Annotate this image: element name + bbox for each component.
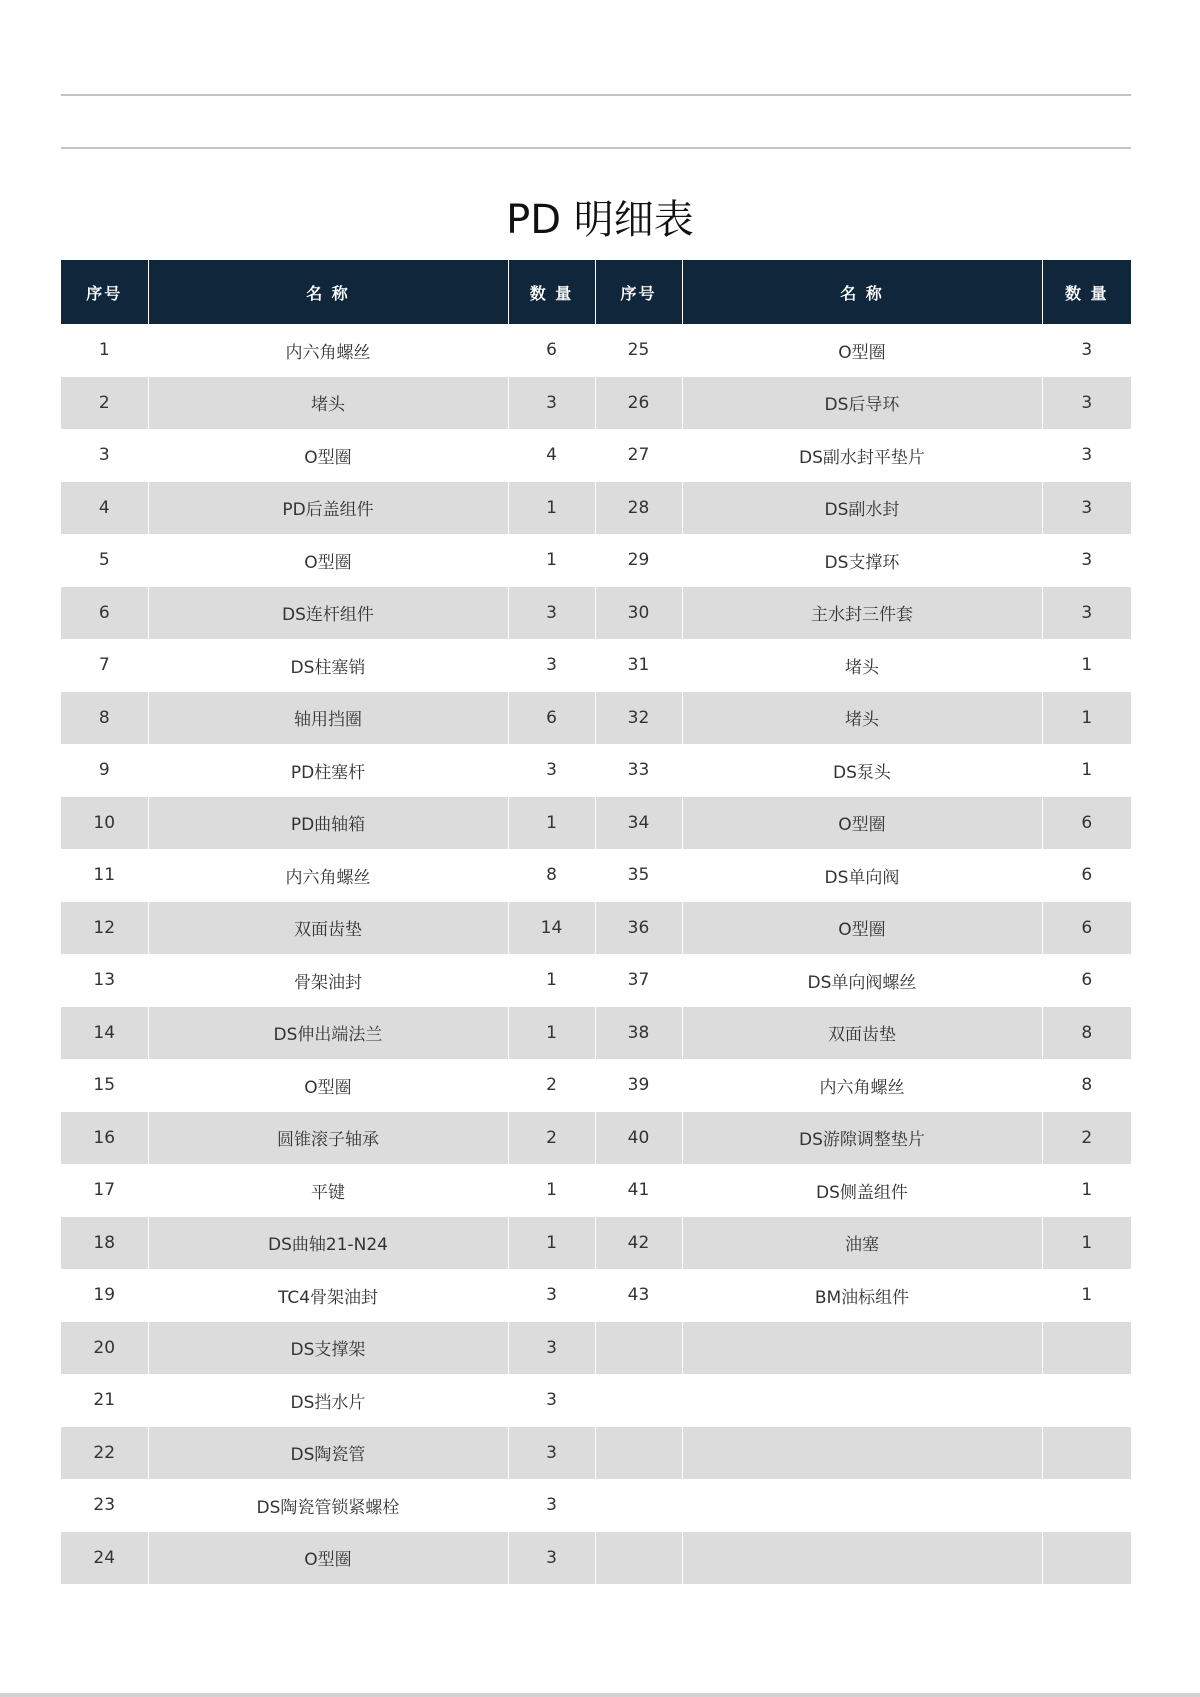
table-row (61, 587, 1131, 640)
header-qty-left: 数 量 (508, 260, 595, 324)
cell-index-right: 31 (595, 639, 682, 692)
table-row (61, 1164, 1131, 1217)
cell-qty-left: 3 (508, 1269, 595, 1322)
cell-index-left: 7 (61, 639, 148, 692)
cell-name-right: DS单向阀 (682, 849, 1042, 902)
cell-name-left: DS挡水片 (148, 1374, 508, 1427)
cell-index-left: 9 (61, 744, 148, 797)
cell-index-right (595, 1374, 682, 1427)
cell-index-left: 12 (61, 902, 148, 955)
cell-index-left: 14 (61, 1007, 148, 1060)
cell-qty-left: 3 (508, 744, 595, 797)
cell-index-left: 4 (61, 482, 148, 535)
cell-qty-left: 3 (508, 377, 595, 430)
cell-qty-left: 3 (508, 639, 595, 692)
cell-name-right: 双面齿垫 (682, 1007, 1042, 1060)
cell-name-left: DS柱塞销 (148, 639, 508, 692)
cell-qty-left: 1 (508, 482, 595, 535)
cell-name-left: 骨架油封 (148, 954, 508, 1007)
cell-qty-right: 8 (1042, 1059, 1131, 1112)
cell-name-left: 堵头 (148, 377, 508, 430)
cell-name-left: O型圈 (148, 534, 508, 587)
cell-index-left: 5 (61, 534, 148, 587)
table-row (61, 1007, 1131, 1060)
cell-name-right (682, 1374, 1042, 1427)
cell-index-left: 21 (61, 1374, 148, 1427)
cell-name-left: 内六角螺丝 (148, 849, 508, 902)
table-row (61, 954, 1131, 1007)
second-rule (61, 147, 1131, 149)
cell-qty-left: 3 (508, 1532, 595, 1585)
cell-name-left: 圆锥滚子轴承 (148, 1112, 508, 1165)
table-row (61, 1532, 1131, 1585)
cell-name-right: DS副水封平垫片 (682, 429, 1042, 482)
cell-index-right (595, 1532, 682, 1585)
cell-qty-left: 1 (508, 1217, 595, 1270)
cell-qty-right: 3 (1042, 482, 1131, 535)
cell-qty-right: 1 (1042, 744, 1131, 797)
cell-qty-left: 1 (508, 954, 595, 1007)
cell-index-left: 15 (61, 1059, 148, 1112)
cell-index-left: 17 (61, 1164, 148, 1217)
cell-qty-left: 8 (508, 849, 595, 902)
cell-index-left: 6 (61, 587, 148, 640)
table-row (61, 1269, 1131, 1322)
cell-index-left: 2 (61, 377, 148, 430)
parts-table (61, 260, 1131, 1584)
cell-index-right: 37 (595, 954, 682, 1007)
cell-name-right: O型圈 (682, 324, 1042, 377)
cell-qty-left: 2 (508, 1059, 595, 1112)
cell-index-left: 16 (61, 1112, 148, 1165)
cell-name-right: 堵头 (682, 639, 1042, 692)
cell-name-left: DS支撑架 (148, 1322, 508, 1375)
cell-index-left: 10 (61, 797, 148, 850)
table-row (61, 902, 1131, 955)
cell-index-right: 39 (595, 1059, 682, 1112)
cell-name-left: O型圈 (148, 1532, 508, 1585)
cell-qty-right: 2 (1042, 1112, 1131, 1165)
cell-index-left: 24 (61, 1532, 148, 1585)
table-row (61, 377, 1131, 430)
cell-index-right: 35 (595, 849, 682, 902)
cell-index-right: 41 (595, 1164, 682, 1217)
cell-name-left: PD曲轴箱 (148, 797, 508, 850)
cell-index-left: 19 (61, 1269, 148, 1322)
cell-qty-left: 2 (508, 1112, 595, 1165)
cell-name-left: DS陶瓷管 (148, 1427, 508, 1480)
page-title: PD 明细表 (506, 197, 694, 243)
cell-qty-right: 3 (1042, 587, 1131, 640)
cell-name-right (682, 1532, 1042, 1585)
cell-qty-right: 1 (1042, 1269, 1131, 1322)
cell-name-right: O型圈 (682, 902, 1042, 955)
cell-name-left: DS伸出端法兰 (148, 1007, 508, 1060)
cell-name-right (682, 1427, 1042, 1480)
cell-qty-right: 3 (1042, 324, 1131, 377)
table-header-row (61, 260, 1131, 324)
cell-qty-left: 1 (508, 534, 595, 587)
cell-index-right: 28 (595, 482, 682, 535)
cell-index-left: 23 (61, 1479, 148, 1532)
cell-index-right: 43 (595, 1269, 682, 1322)
cell-index-left: 8 (61, 692, 148, 745)
cell-index-right (595, 1322, 682, 1375)
cell-qty-right: 6 (1042, 849, 1131, 902)
table-row (61, 744, 1131, 797)
header-name-right: 名 称 (682, 260, 1042, 324)
cell-index-right: 32 (595, 692, 682, 745)
table-row (61, 1479, 1131, 1532)
cell-qty-left: 1 (508, 797, 595, 850)
cell-name-right: DS支撑环 (682, 534, 1042, 587)
cell-qty-right: 1 (1042, 1217, 1131, 1270)
cell-name-left: DS曲轴21-N24 (148, 1217, 508, 1270)
cell-index-left: 13 (61, 954, 148, 1007)
cell-qty-left: 3 (508, 1427, 595, 1480)
cell-name-right: DS泵头 (682, 744, 1042, 797)
cell-qty-left: 4 (508, 429, 595, 482)
cell-qty-right (1042, 1532, 1131, 1585)
cell-qty-right (1042, 1322, 1131, 1375)
cell-index-right: 29 (595, 534, 682, 587)
cell-index-right: 36 (595, 902, 682, 955)
cell-qty-right: 1 (1042, 692, 1131, 745)
top-rule (61, 94, 1131, 96)
cell-name-right: 内六角螺丝 (682, 1059, 1042, 1112)
cell-name-right: DS副水封 (682, 482, 1042, 535)
cell-qty-left: 3 (508, 1479, 595, 1532)
cell-name-left: 轴用挡圈 (148, 692, 508, 745)
table-row (61, 639, 1131, 692)
cell-name-left: 双面齿垫 (148, 902, 508, 955)
cell-qty-left: 1 (508, 1007, 595, 1060)
cell-name-right: 堵头 (682, 692, 1042, 745)
cell-index-right: 26 (595, 377, 682, 430)
bottom-rule (0, 1693, 1200, 1697)
table-body (61, 324, 1131, 1584)
table-row (61, 1059, 1131, 1112)
cell-name-right: 主水封三件套 (682, 587, 1042, 640)
cell-qty-left: 3 (508, 1322, 595, 1375)
cell-qty-right: 1 (1042, 639, 1131, 692)
cell-qty-left: 6 (508, 324, 595, 377)
cell-index-right: 38 (595, 1007, 682, 1060)
cell-name-right (682, 1322, 1042, 1375)
table-row (61, 1322, 1131, 1375)
table-row (61, 849, 1131, 902)
cell-qty-left: 1 (508, 1164, 595, 1217)
cell-name-left: PD后盖组件 (148, 482, 508, 535)
cell-name-right: DS侧盖组件 (682, 1164, 1042, 1217)
cell-name-left: TC4骨架油封 (148, 1269, 508, 1322)
cell-name-right: O型圈 (682, 797, 1042, 850)
cell-qty-left: 14 (508, 902, 595, 955)
cell-index-left: 18 (61, 1217, 148, 1270)
cell-qty-right: 3 (1042, 429, 1131, 482)
cell-name-left: PD柱塞杆 (148, 744, 508, 797)
cell-qty-left: 6 (508, 692, 595, 745)
table-row (61, 1112, 1131, 1165)
cell-qty-right (1042, 1427, 1131, 1480)
table-row (61, 1427, 1131, 1480)
cell-name-right: BM油标组件 (682, 1269, 1042, 1322)
cell-name-left: DS连杆组件 (148, 587, 508, 640)
cell-qty-right: 8 (1042, 1007, 1131, 1060)
cell-index-left: 22 (61, 1427, 148, 1480)
cell-qty-left: 3 (508, 587, 595, 640)
header-name-left: 名 称 (148, 260, 508, 324)
cell-qty-right: 3 (1042, 534, 1131, 587)
cell-name-left: O型圈 (148, 429, 508, 482)
cell-index-right: 42 (595, 1217, 682, 1270)
table-row (61, 797, 1131, 850)
cell-qty-right: 3 (1042, 377, 1131, 430)
cell-index-left: 20 (61, 1322, 148, 1375)
cell-index-right: 25 (595, 324, 682, 377)
cell-name-right: DS游隙调整垫片 (682, 1112, 1042, 1165)
cell-qty-left: 3 (508, 1374, 595, 1427)
cell-qty-right: 6 (1042, 797, 1131, 850)
cell-index-right: 34 (595, 797, 682, 850)
header-qty-right: 数 量 (1042, 260, 1131, 324)
cell-name-right: 油塞 (682, 1217, 1042, 1270)
cell-qty-right: 6 (1042, 902, 1131, 955)
cell-name-right: DS后导环 (682, 377, 1042, 430)
table-row (61, 692, 1131, 745)
table-row (61, 1374, 1131, 1427)
cell-index-right (595, 1427, 682, 1480)
table-row (61, 429, 1131, 482)
cell-index-right: 30 (595, 587, 682, 640)
cell-name-left: 平键 (148, 1164, 508, 1217)
cell-index-right: 40 (595, 1112, 682, 1165)
cell-index-right: 27 (595, 429, 682, 482)
header-index-left: 序号 (61, 260, 148, 324)
cell-qty-right: 6 (1042, 954, 1131, 1007)
cell-name-left: O型圈 (148, 1059, 508, 1112)
cell-qty-right (1042, 1479, 1131, 1532)
cell-name-right (682, 1479, 1042, 1532)
cell-qty-right (1042, 1374, 1131, 1427)
table-row (61, 324, 1131, 377)
cell-index-right: 33 (595, 744, 682, 797)
cell-index-right (595, 1479, 682, 1532)
cell-index-left: 11 (61, 849, 148, 902)
cell-name-left: DS陶瓷管锁紧螺栓 (148, 1479, 508, 1532)
cell-index-left: 1 (61, 324, 148, 377)
table-row (61, 534, 1131, 587)
table-row (61, 482, 1131, 535)
cell-name-left: 内六角螺丝 (148, 324, 508, 377)
header-index-right: 序号 (595, 260, 682, 324)
table-row (61, 1217, 1131, 1270)
cell-name-right: DS单向阀螺丝 (682, 954, 1042, 1007)
cell-index-left: 3 (61, 429, 148, 482)
cell-qty-right: 1 (1042, 1164, 1131, 1217)
